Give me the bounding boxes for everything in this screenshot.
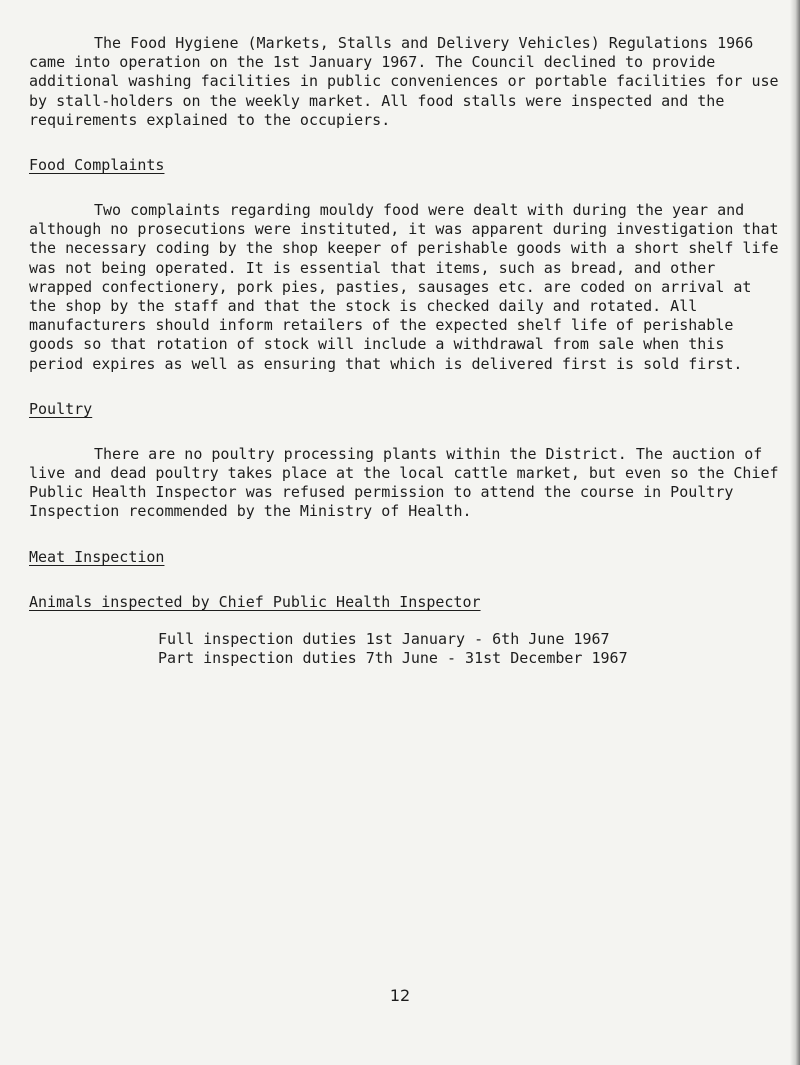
page-edge-shadow bbox=[790, 0, 800, 1065]
page-number: 12 bbox=[389, 986, 411, 1005]
food-complaints-paragraph: Two complaints regarding mouldy food were dealt with during the year and although no prosecutions were instituted, it was apparent during investigation that the necessary coding by the shop keeper of perishable goods with a short shelf life was not being operated. It is essential that items, such as bread, and other wrapped confectionery, pork pies, pasties, sausages etc. are coded on arrival at the shop by the staff and that the stock is checked daily and rotated. All manufacturers should inform retailers of the expected shelf life of perishable goods so that rotation of stock will include a withdrawal from sale when this period expires as well as ensuring that which is delivered first is sold first. bbox=[29, 201, 788, 373]
page-content bbox=[29, 34, 788, 668]
inspection-duty-line: Full inspection duties 1st January - 6th June 1967 bbox=[158, 629, 610, 648]
food-complaints-heading: Food Complaints bbox=[29, 156, 165, 175]
intro-paragraph: The Food Hygiene (Markets, Stalls and Delivery Vehicles) Regulations 1966 came into operation on the 1st January 1967. The Council declined to provide additional washing facilities in public conveniences or portable facilities for use by stall-holders on the weekly market. All food stalls were inspected and the requirements explained to the occupiers. bbox=[29, 34, 788, 129]
poultry-heading: Poultry bbox=[29, 399, 93, 418]
inspection-duty-line: Part inspection duties 7th June - 31st December 1967 bbox=[158, 648, 628, 667]
meat-inspection-heading: Meat Inspection bbox=[29, 547, 165, 566]
inspection-duties-list bbox=[29, 630, 779, 668]
meat-inspection-subheading: Animals inspected by Chief Public Health Inspector bbox=[29, 592, 481, 611]
poultry-paragraph: There are no poultry processing plants within the District. The auction of live and dead poultry takes place at the local cattle market, but even so the Chief Public Health Inspector was refused permission to attend the course in Poultry Inspection recommended by the Ministry of Health. bbox=[29, 444, 788, 521]
